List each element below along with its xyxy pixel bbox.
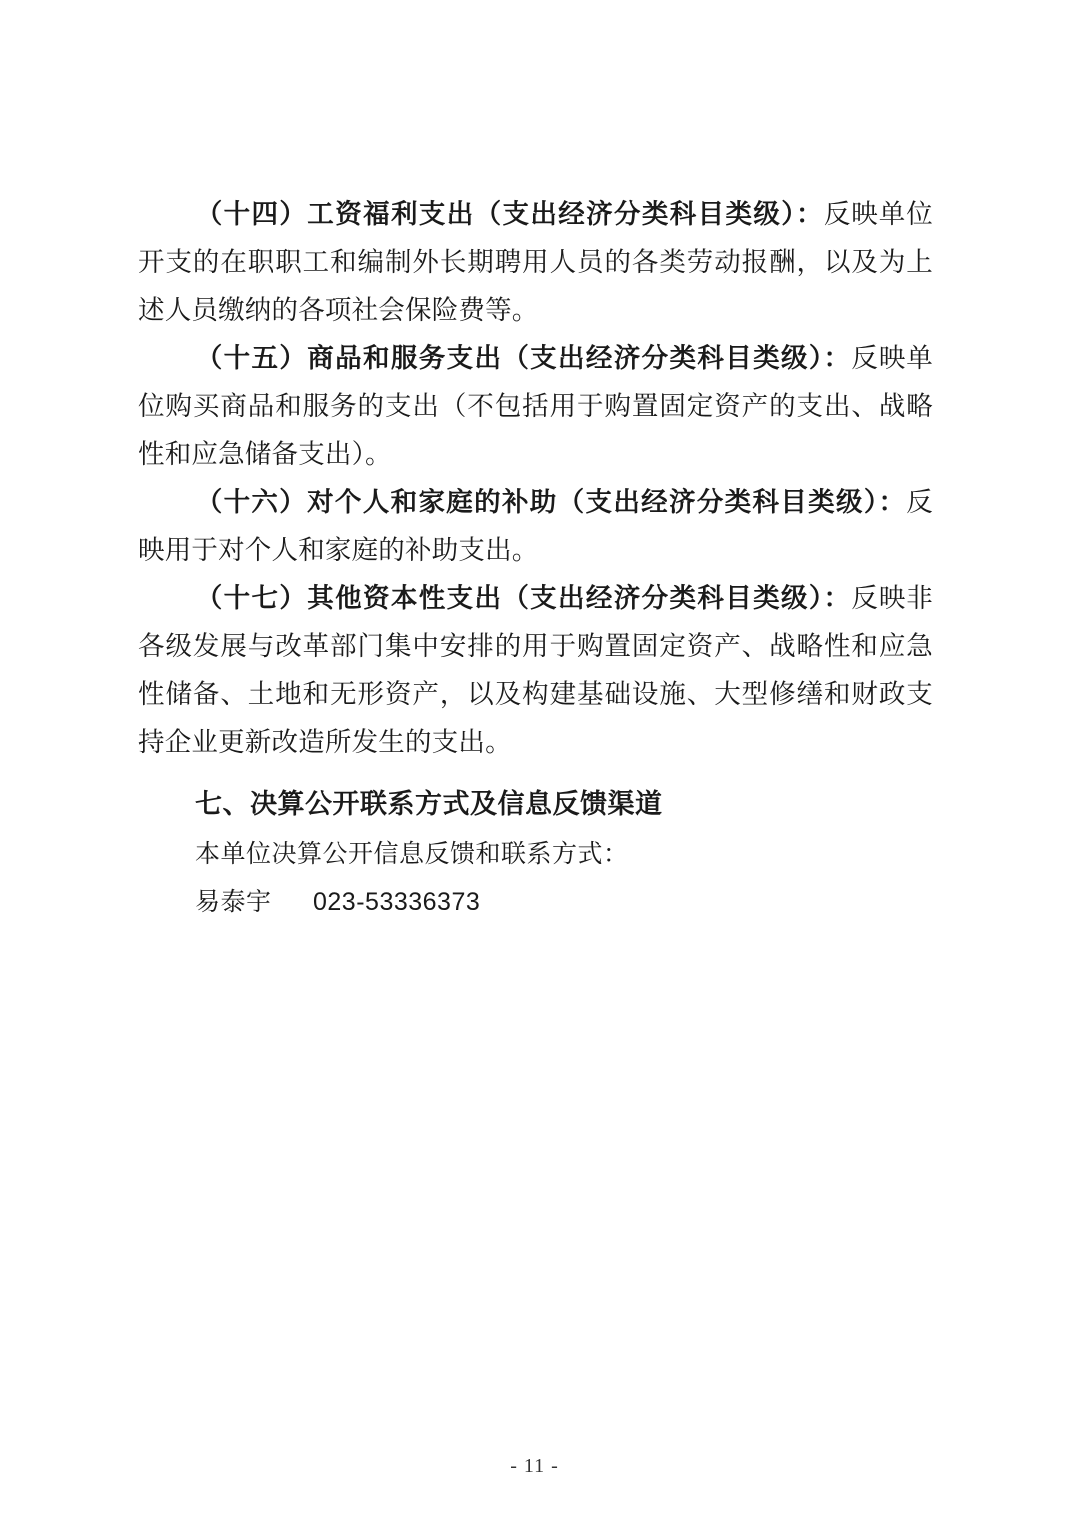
page-body	[138, 190, 933, 926]
paragraph-15	[138, 334, 933, 478]
paragraph-14	[138, 190, 933, 334]
paragraph-17-body: 反映非各级发展与改革部门集中安排的用于购置固定资产、战略性和应急性储备、土地和无形资产，以及构建基础设施、大型修缮和财政支持企业更新改造所发生的支出。	[138, 583, 933, 757]
paragraph-17	[138, 574, 933, 766]
paragraph-16	[138, 478, 933, 574]
contact-name: 易泰宇	[195, 888, 272, 916]
paragraph-17-lead: （十七）其他资本性支出（支出经济分类科目类级）：	[195, 583, 852, 613]
section-intro	[138, 830, 933, 878]
paragraph-16-lead: （十六）对个人和家庭的补助（支出经济分类科目类级）：	[195, 487, 907, 517]
paragraph-16-body: 反映用于对个人和家庭的补助支出。	[138, 487, 933, 565]
paragraph-15-lead: （十五）商品和服务支出（支出经济分类科目类级）：	[195, 343, 852, 373]
paragraph-14-lead: （十四）工资福利支出（支出经济分类科目类级）：	[195, 199, 824, 229]
page-number: - 11 -	[510, 1455, 559, 1477]
contact-phone: 023-53336373	[313, 888, 481, 916]
paragraph-14-body: 反映单位开支的在职职工和编制外长期聘用人员的各类劳动报酬，以及为上述人员缴纳的各项社会保险费等。	[138, 199, 933, 325]
section-intro-text: 本单位决算公开信息反馈和联系方式：	[195, 840, 629, 868]
paragraph-15-body: 反映单位购买商品和服务的支出（不包括用于购置固定资产的支出、战略性和应急储备支出）。	[138, 343, 933, 469]
section-heading-7-text: 七、决算公开联系方式及信息反馈渠道	[195, 789, 663, 819]
contact-line	[138, 878, 933, 926]
section-heading-7	[138, 780, 933, 828]
